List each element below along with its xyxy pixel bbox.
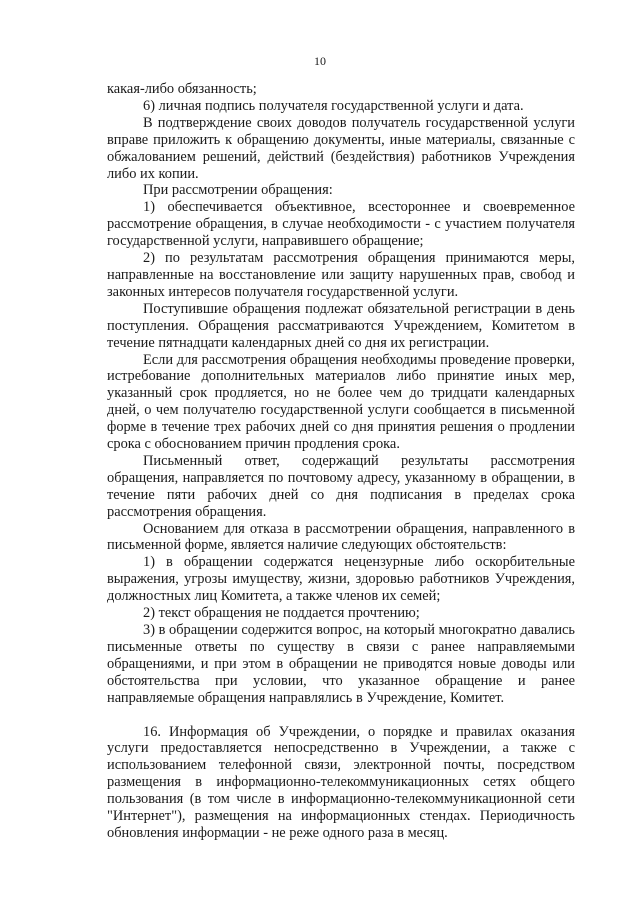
document-body (107, 81, 575, 842)
paragraph: В подтверждение своих доводов получатель государственной услуги вправе приложить к обращению документы, иные материалы, связанные с обжалованием решений, действий (бездействия) работников Учреждения либо их копии. (107, 114, 575, 182)
paragraph: какая-либо обязанность; (107, 81, 257, 97)
paragraph: 3) в обращении содержится вопрос, на который многократно давались письменные ответы по существу в связи с ранее направляемыми обращениями, и при этом в обращении не приводятся новые доводы или обстоятельства при условии, что указанное обращение и ранее направляемые обращения направлялись в Учреждение, Комитет. (107, 622, 575, 706)
paragraph: Письменный ответ, содержащий результаты рассмотрения обращения, направляется по почтовому адресу, указанному в обращении, в течение пяти рабочих дней со дня подписания в пределах срока рассмотрения обращения. (107, 452, 575, 520)
paragraph: 2) по результатам рассмотрения обращения принимаются меры, направленные на восстановление или защиту нарушенных прав, свобод и законных интересов получателя государственной услуги. (107, 250, 575, 300)
paragraph: 1) в обращении содержатся нецензурные либо оскорбительные выражения, угрозы имуществу, жизни, здоровью работников Учреждения, должностных лиц Комитета, а также членов их семей; (107, 554, 575, 605)
paragraph: При рассмотрении обращения: (143, 182, 333, 199)
paragraph: Если для рассмотрения обращения необходимы проведение проверки, истребование дополнительных материалов либо принятие иных мер, указанный срок продляется, но не более чем до тридцати календарных дней, о чем получателю государственной услуги сообщается в письменной форме в течение трех рабочих дней со дня принятия решения о продлении срока с обоснованием причин продления срока. (107, 351, 575, 453)
paragraph: 6) личная подпись получателя государственной услуги и дата. (143, 97, 524, 114)
paragraph: 1) обеспечивается объективное, всестороннее и своевременное рассмотрение обращения, в случае необходимости - с участием получателя государственной услуги, направившего обращение; (107, 199, 575, 250)
paragraph: 2) текст обращения не поддается прочтению; (143, 605, 420, 622)
paragraph: Поступившие обращения подлежат обязательной регистрации в день поступления. Обращения рассматриваются Учреждением, Комитетом в течение пятнадцати календарных дней со дня их регистрации. (107, 300, 575, 351)
page-number: 10 (314, 54, 326, 68)
paragraph: Основанием для отказа в рассмотрении обращения, направленного в письменной форме, является наличие следующих обстоятельств: (107, 520, 575, 554)
section-16-paragraph: 16. Информация об Учреждении, о порядке и правилах оказания услуги предоставляется непосредственно в Учреждении, а также с использованием телефонной связи, электронной почты, посредством размещения в информационно-телекоммуникационных сетях общего пользования (в том числе в информационно-телекоммуникационной сети "Интернет"), размещения на информационных стендах. Периодичность обновления информации - не реже одного раза в месяц. (107, 723, 575, 841)
